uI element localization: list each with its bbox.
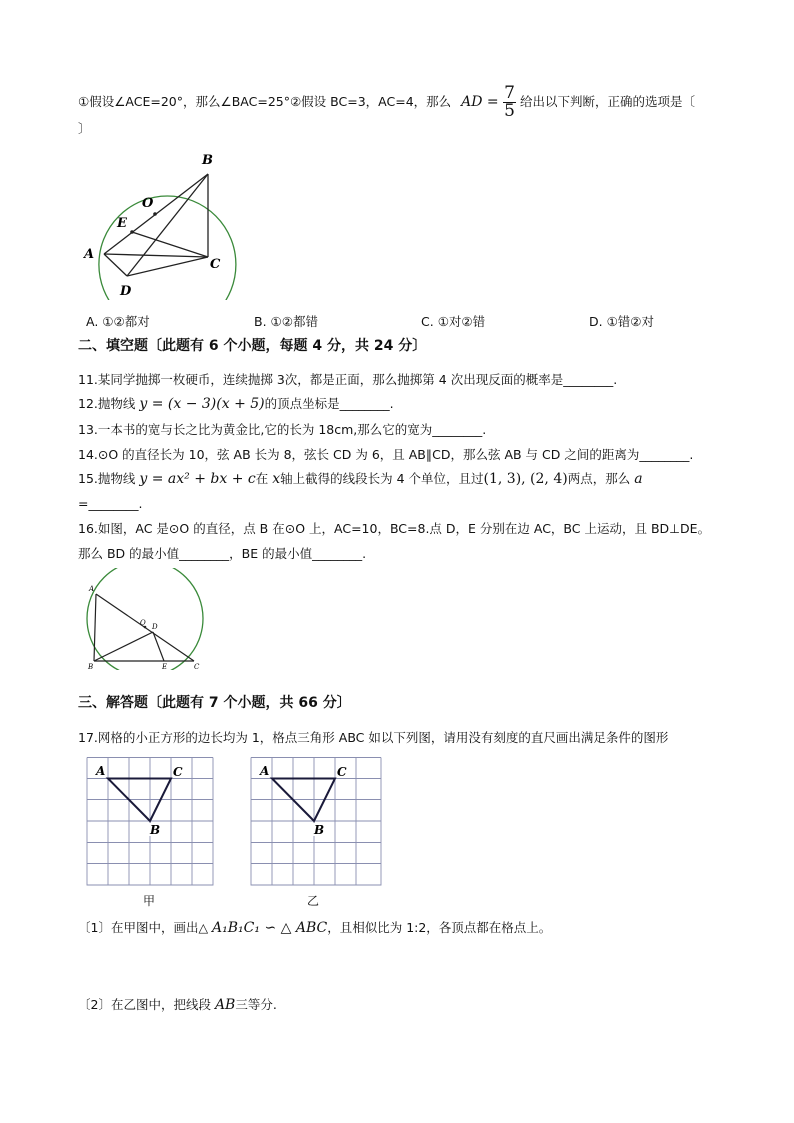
q10-line-bd (127, 174, 208, 276)
q16-figure (84, 568, 214, 672)
q10-line-ac (104, 254, 208, 257)
q10-figure (80, 150, 240, 300)
q16-label-o: O (140, 619, 146, 627)
q15-prefix: 15.抛物线 (78, 471, 140, 486)
q10-option-d[interactable] (589, 314, 654, 330)
q16-line1: 16.如图，AC 是⊙O 的直径，点 B 在⊙O 上，AC=10，BC=8.点 D，E 分别在边 AC，BC 上运动，且 BD⊥DE。 (78, 521, 711, 536)
q10-option-c-key: C. (421, 314, 434, 329)
q17-grid-b-label-a: A (260, 764, 270, 778)
q10-option-c[interactable] (421, 314, 485, 330)
q15-line2: =________. (78, 496, 143, 511)
q17-grid-a (86, 757, 218, 887)
q10-option-c-text: ①对②错 (437, 314, 486, 329)
q14-text: 14.⊙O 的直径长为 10，弦 AB 长为 8，弦长 CD 为 6，且 AB∥CD，那么弦 AB 与 CD 之间的距离为________. (78, 447, 694, 462)
q17-intro: 17.网格的小正方形的边长均为 1，格点三角形 ABC 如以下列图，请用没有刻度的直尺画出满足条件的图形 (78, 730, 669, 745)
q10-fraction-den: 5 (504, 101, 515, 121)
q10-option-d-key: D. (589, 314, 603, 329)
q10-label-a: A (84, 247, 95, 262)
section3-title: 三、解答题〔此题有 7 个小题，共 66 分〕 (78, 695, 351, 711)
q10-line-ad (104, 254, 127, 276)
q17-part1-prefix: 〔1〕在甲图中，画出△ (78, 920, 213, 935)
q10-label-d: D (120, 284, 132, 299)
section2-title: 二、填空题〔此题有 6 个小题，每题 4 分，共 24 分〕 (78, 338, 427, 354)
q10-option-d-text: ①错②对 (606, 314, 655, 329)
q10-option-b-key: B. (254, 314, 267, 329)
q13-text: 13.一本书的宽与长之比为黄金比,它的长为 18cm,那么它的宽为________. (78, 422, 487, 437)
q17-part2-formula: AB (214, 997, 236, 1013)
q11-text: 11.某同学抛掷一枚硬币，连续抛掷 3次，都是正面，那么抛掷第 4 次出现反面的概率是________. (78, 372, 618, 387)
q15-formula: y = ax² + bx + c (139, 471, 256, 487)
q12-formula: y = (x − 3)(x + 5) (139, 396, 265, 412)
q10-close-paren: 〕 (78, 121, 91, 136)
q10-ad-eq: = (482, 94, 504, 110)
q17-grid-a-label-b: B (150, 823, 161, 837)
q17-grid-a-label-c: C (173, 765, 183, 779)
q10-point-e (130, 230, 134, 234)
q17-part1-formula: A₁B₁C₁ ∽ △ ABC (212, 920, 328, 936)
q17-grid-a-caption: 甲 (143, 894, 156, 908)
q10-label-e: E (117, 216, 127, 231)
q17-grid-a-label-a: A (96, 764, 106, 778)
q10-option-a-key: A. (86, 314, 99, 329)
q10-option-a[interactable] (86, 314, 150, 330)
q10-cond-tail: 给出以下判断，正确的选项是〔 (519, 94, 695, 109)
q16-label-c: C (194, 663, 200, 671)
q10-conditions (78, 85, 695, 120)
q10-label-b: B (202, 153, 213, 168)
q15-line1 (78, 471, 643, 487)
q15-mid3: 两点，那么 (567, 471, 635, 486)
q10-ad-lhs: AD (461, 94, 483, 110)
q17-part2-suffix: 三等分. (235, 997, 277, 1012)
q17-grid-b-label-b: B (314, 823, 325, 837)
q15-points: (1, 3), (2, 4) (483, 471, 568, 487)
q15-var: a (634, 471, 643, 487)
q12-prefix: 12.抛物线 (78, 396, 140, 411)
q16-line2: 那么 BD 的最小值________，BE 的最小值________. (78, 546, 367, 561)
q17-part2 (78, 997, 277, 1013)
q10-label-o: O (142, 196, 154, 211)
q17-grid-b-label-c: C (337, 765, 347, 779)
q10-label-c: C (210, 257, 221, 272)
q16-label-a: A (89, 585, 95, 593)
q16-label-d: D (152, 623, 158, 631)
q16-line-ab (94, 594, 96, 661)
q10-option-a-text: ①②都对 (102, 314, 150, 329)
q10-cond1: ①假设∠ACE=20°，那么∠BAC=25°②假设 BC=3，AC=4，那么 (78, 94, 452, 109)
q17-grid-b-lines (251, 758, 381, 886)
q16-label-b: B (88, 663, 94, 671)
q12-line (78, 396, 394, 412)
q15-axis: x (272, 471, 281, 487)
q10-option-b[interactable] (254, 314, 318, 330)
q17-part2-prefix: 〔2〕在乙图中，把线段 (78, 997, 215, 1012)
q10-fraction (503, 85, 516, 120)
q15-mid2: 轴上截得的线段长为 4 个单位，且过 (280, 471, 484, 486)
q15-mid1: 在 (255, 471, 273, 486)
q10-fraction-num: 7 (504, 83, 515, 103)
q17-grid-b-caption: 乙 (307, 894, 320, 908)
q10-line-ec (132, 232, 208, 257)
q10-point-o (153, 212, 157, 216)
q16-line-bd (94, 632, 153, 661)
q10-option-b-text: ①②都错 (270, 314, 318, 329)
q17-part1 (78, 920, 551, 936)
q17-grid-b (250, 757, 384, 887)
q12-suffix: 的顶点坐标是________. (264, 396, 394, 411)
q17-part1-suffix: ，且相似比为 1:2，各顶点都在格点上。 (327, 920, 552, 935)
q16-label-e: E (162, 663, 168, 671)
